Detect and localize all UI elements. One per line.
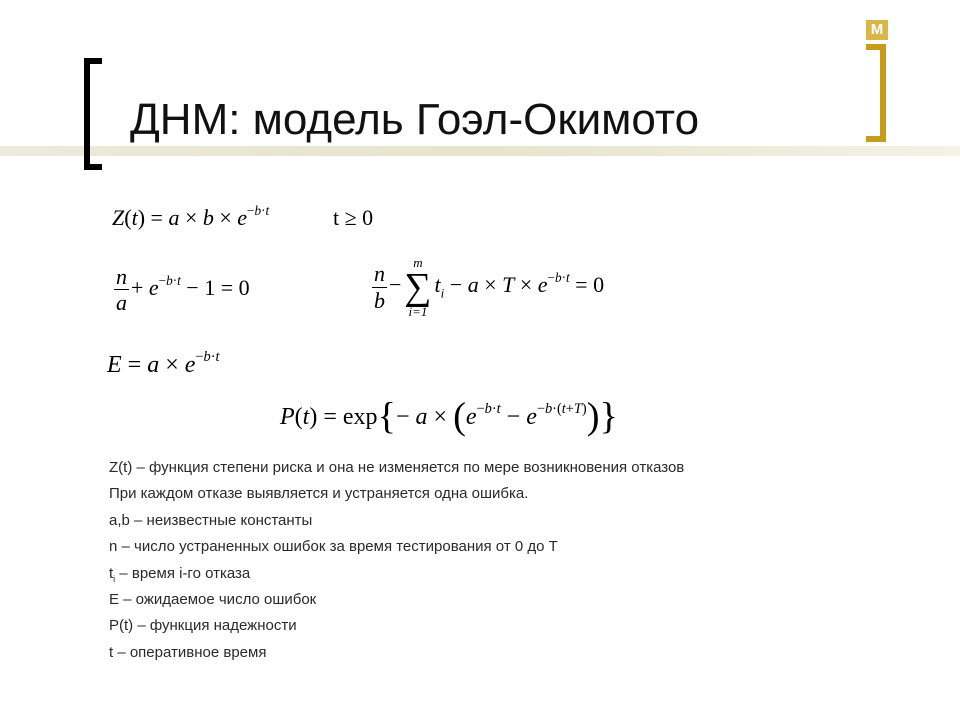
slide-title: ДНМ: модель Гоэл-Окимото [130,95,700,144]
legend-text: – время i-го отказа [115,564,251,582]
formula-n-over-a: $\frac{n}{a}$ + $e^{-b\cdot t} - 1 = 0$ [116,264,250,316]
legend-item: a,b – неизвестные константы [109,511,313,529]
legend-item: P(t) – функция надежности [109,617,297,635]
legend-item: Z(t) – функция степени риска и она не изменяется по мере возникновения отказов [109,459,685,476]
formula-z: $Z(t) = a \times b \times e^{-b\cdot t}$ [112,203,270,230]
logo-icon: M [866,20,888,40]
legend-symbol: t [109,564,114,582]
legend-item: t – оперативное время [109,643,267,661]
right-bracket-decoration [866,44,886,142]
legend-item: n – число устраненных ошибок за время тестирования от 0 до T [109,538,558,556]
formula-p: $P(t) = \exp\{- a \times (e^{-b\cdot t} - e^{-b\cdot(t+T)})\}$ [280,395,618,438]
legend-item: При каждом отказе выявляется и устраняется одна ошибка. [109,485,529,503]
legend-list [109,458,684,669]
legend-subscript: i [113,573,116,584]
legend-item: E – ожидаемое число ошибок [109,590,317,608]
legend-item [109,564,684,590]
formula-n-over-b-sum: $\frac{n}{b}$ − m ∑ i=1 $t_i - a \times T \times e^{-b\cdot t} = 0$ [374,255,605,320]
formula-z-condition: t ≥ 0 [333,205,374,230]
formula-e: $E = a \times e^{-b\cdot t}$ [107,349,220,378]
left-bracket-decoration [84,58,102,170]
